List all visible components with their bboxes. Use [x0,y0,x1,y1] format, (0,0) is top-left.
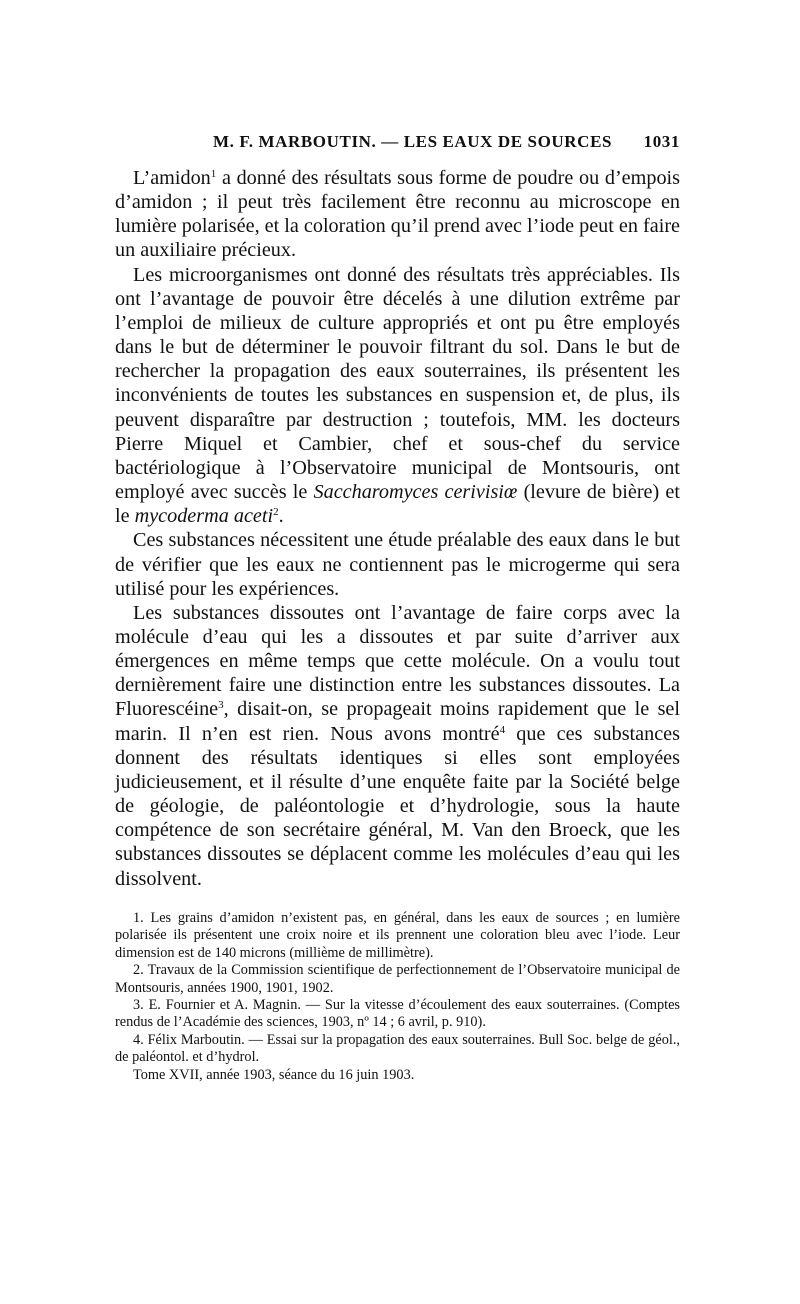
footnote-4: 4. Félix Marboutin. — Essai sur la propagation des eaux souterraines. Bull Soc. belge de géol., de paléontol. et d’hydrol. [115,1031,680,1066]
italic-species-name: Saccharomyces cerivisiœ [313,481,518,504]
paragraph-text: que ces substances donnent des résultats identiques si elles sont employées judicieusement, et il résulte d’une enquête faite par la Société belge de géologie, de paléontologie et d’hydrologie, sous la haute compétence de son secrétaire général, M. Van den Broeck, que les substances dissoutes se déplacent comme les molécules d’eau qui les dissolvent. [115,722,680,890]
paragraph-text: L’amidon [133,167,211,189]
paragraph-text: Les microorganismes ont donné des résultats très appréciables. Ils ont l’avantage de pouvoir être décelés à une dilution extrême par l’emploi de milieux de culture appropriés et ont pu être employés dans le but de déterminer le pouvoir filtrant du sol. Dans le but de rechercher la propagation des eaux souterraines, ils présentent les inconvénients de toutes les substances en suspension et, de plus, ils peuvent disparaître par destruction ; toutefois, MM. les docteurs Pierre Miquel et Cambier, chef et sous-chef du service bactériologique à l’Observatoire municipal de Montsouris, ont employé avec succès le [115,263,680,504]
paragraph-text: Les substances dissoutes ont l’avantage de faire corps avec la molécule d’eau qui les a dissoutes et par suite d’arriver aux émergences en même temps que cette molécule. On a voulu tout dernièrement faire une distinction entre les substances dissoutes. La Fluorescéine [115,601,680,721]
footnote-2: 2. Travaux de la Commission scientifique de perfectionnement de l’Observatoire municipal de Montsouris, années 1900, 1901, 1902. [115,962,680,996]
paragraph-microorganismes [115,263,680,529]
running-header [115,132,680,156]
paragraph-text: . [278,505,284,528]
footnote-4-continued: Tome XVII, année 1903, séance du 16 juin 1903. [133,1066,415,1083]
footnotes [115,910,680,1084]
footnote-1: 1. Les grains d’amidon n’existent pas, en général, dans les eaux de sources ; en lumière polarisée ils présentent une croix noire et ils prennent une coloration bleu avec l’iode. Leur dimension est de 140 microns (millième de millimètre). [115,910,680,961]
paragraph-text: a donné des résultats sous forme de poudre ou d’empois d’amidon ; il peut très facilement être reconnu au microscope en lumière polarisée, et la coloration qu’il prend avec l’iode peut en faire un auxiliaire précieux. [115,167,681,262]
italic-species-name-2: mycoderma aceti [134,505,274,528]
paragraph-dissoutes [115,601,680,891]
paragraph-amidon [115,166,680,263]
footnote-ref-1: 1 [210,168,217,180]
footnote-ref-2: 2 [273,506,279,519]
page-number: 1031 [643,132,680,151]
paragraph-text: , disait-on, se propageait moins rapidement que le sel marin. Il n’en est rien. Nous avons montré [115,698,680,745]
footnote-ref-3: 3 [218,699,224,712]
paragraph-substances: Ces substances nécessitent une étude préalable des eaux dans le but de vérifier que les eaux ne contiennent pas le microgerme qui sera utilisé pour les expériences. [115,529,680,600]
body-text [115,166,680,891]
paragraph-text: (levure de bière) et le [115,481,680,528]
footnote-3: 3. E. Fournier et A. Magnin. — Sur la vitesse d’écoulement des eaux souterraines. (Comptes rendus de l’Académie des sciences, 1903, nº 14 ; 6 avril, p. 910). [115,997,680,1031]
footnote-ref-4: 4 [499,723,506,736]
running-title: M. F. MARBOUTIN. — LES EAUX DE SOURCES [213,132,613,151]
